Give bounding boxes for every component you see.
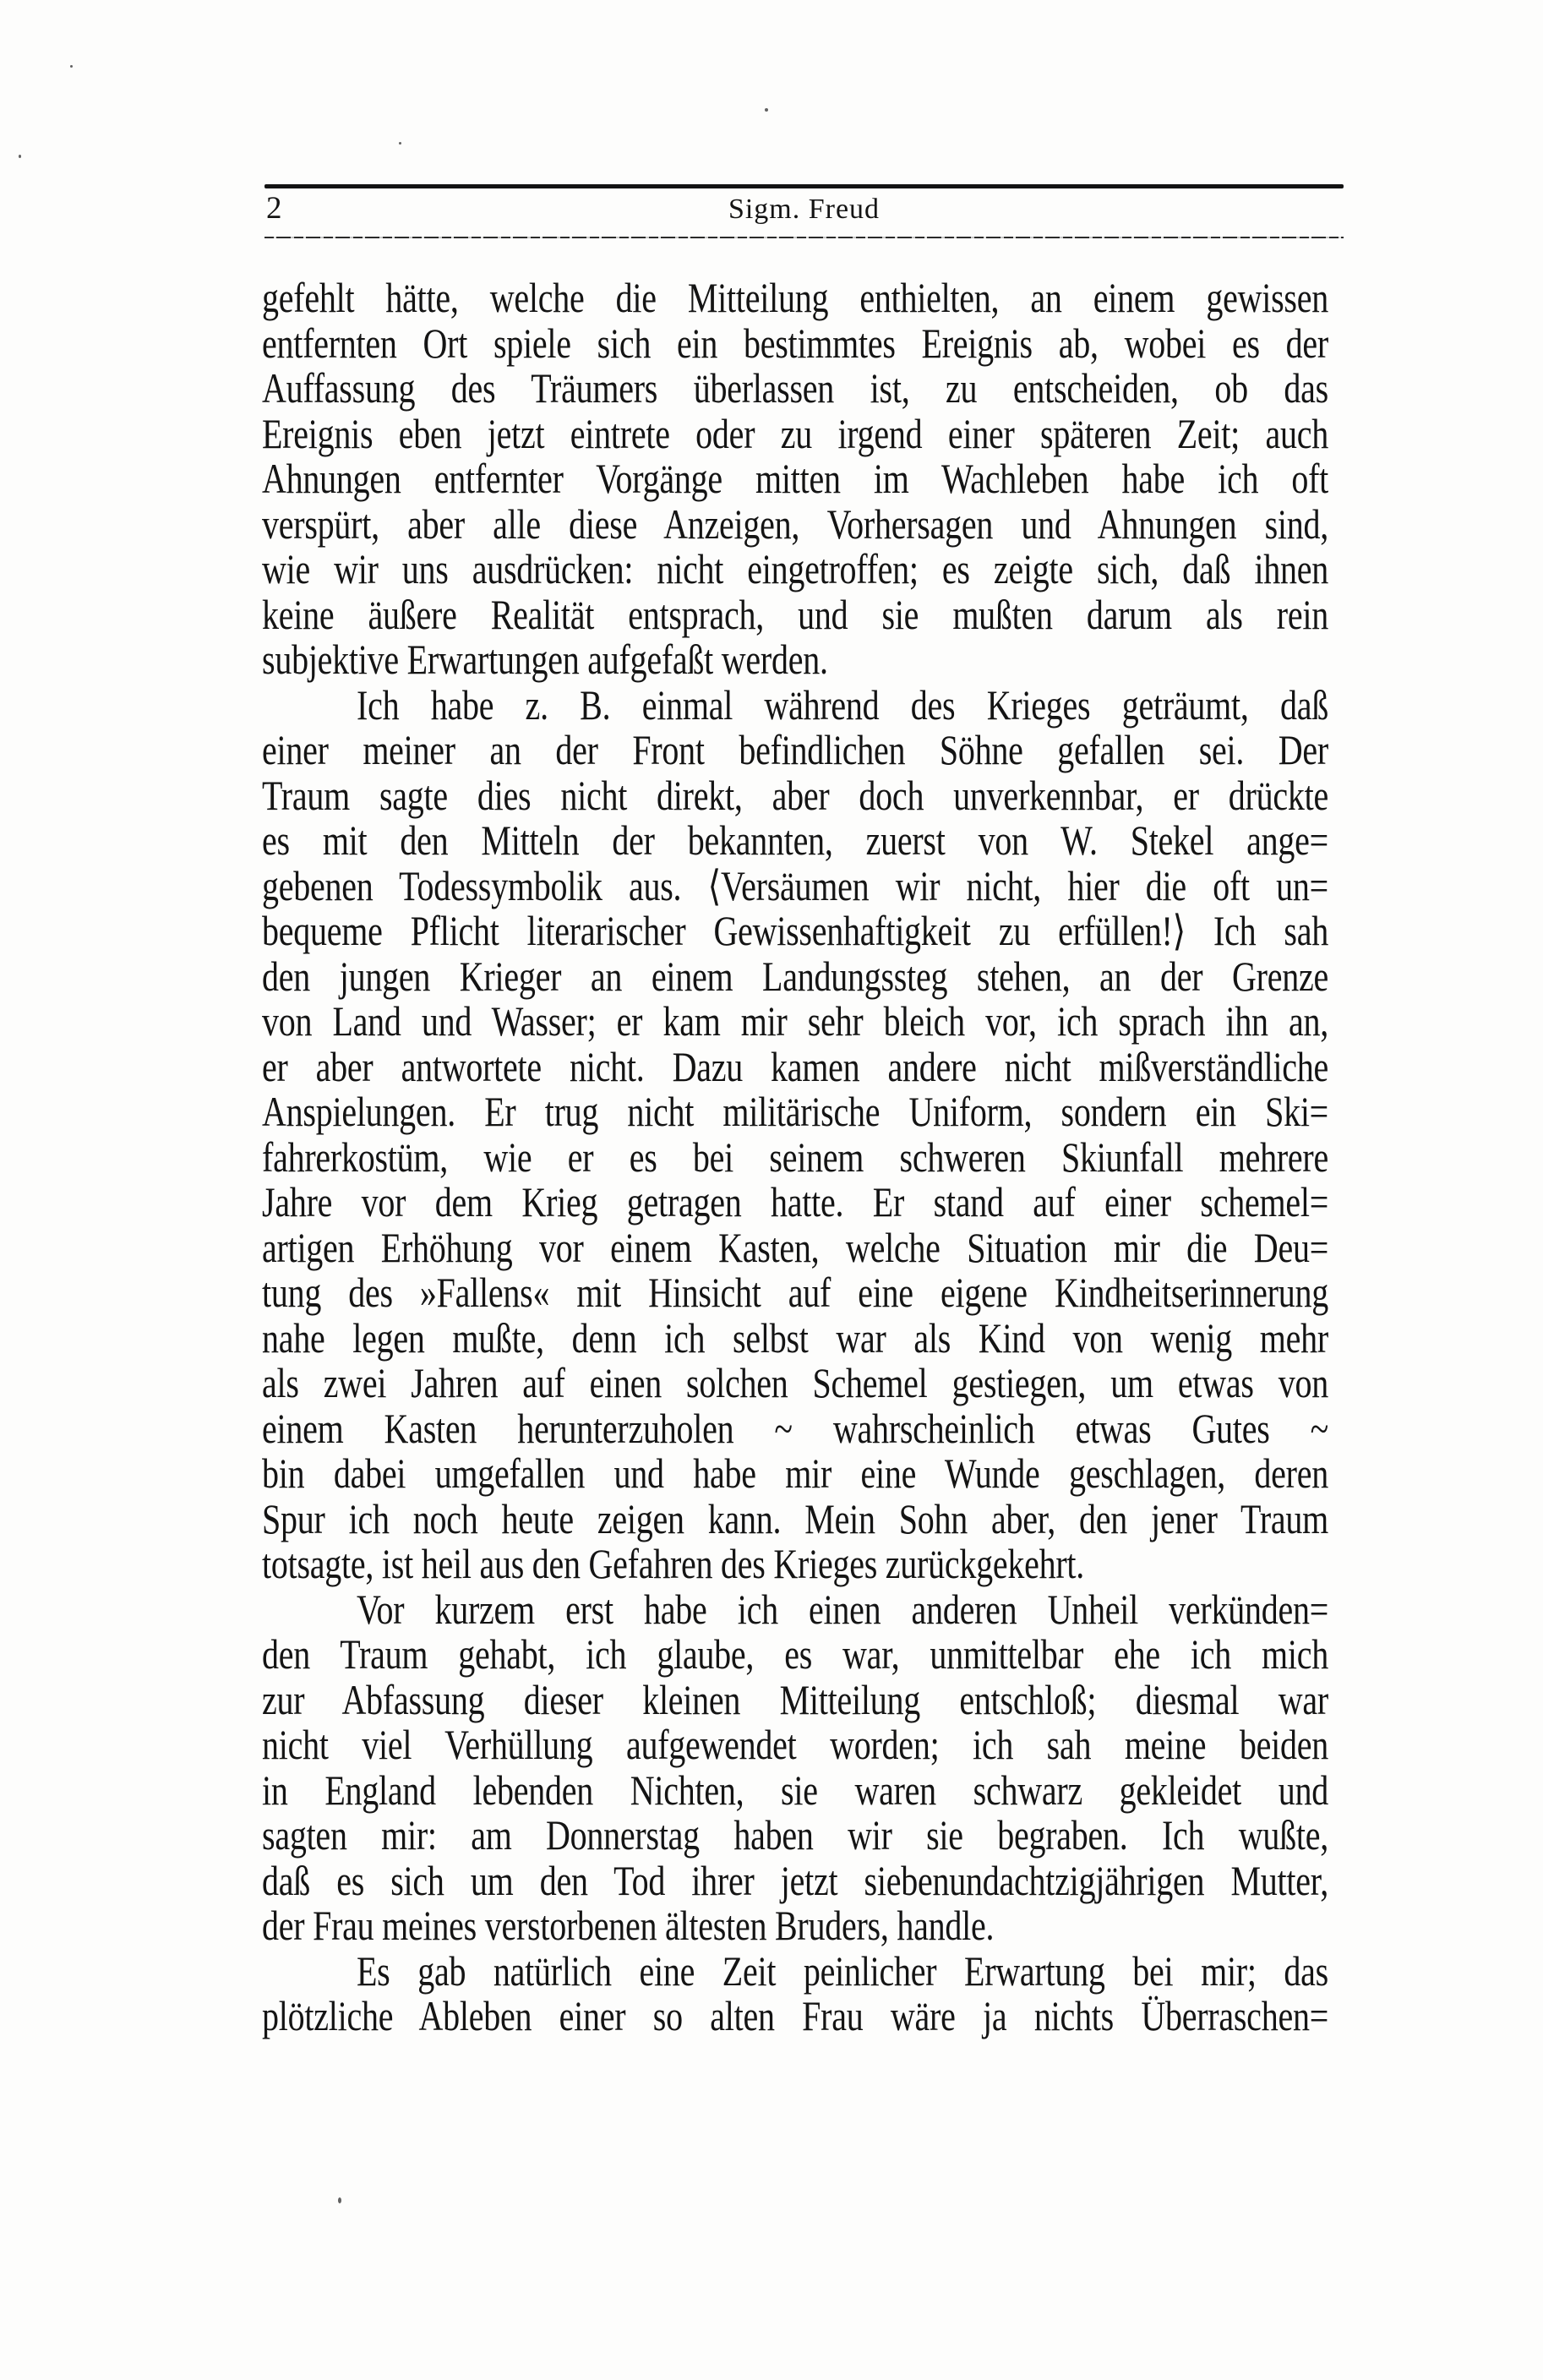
scan-speck <box>19 155 21 158</box>
paragraph <box>262 276 1328 683</box>
text-line: Ahnungen entfernter Vorgänge mitten im Wachleben habe ich oft <box>262 455 1328 503</box>
text-line: gebenen Todessymbolik aus. ⟨Versäumen wir nicht, hier die oft un= <box>262 862 1328 909</box>
header-rule-top <box>264 184 1344 188</box>
text-line: von Land und Wasser; er kam mir sehr bleich vor, ich sprach ihn an, <box>262 997 1328 1045</box>
text-line: der Frau meines verstorbenen ältesten Bruders, handle. <box>262 1902 995 1950</box>
text-line: gefehlt hätte, welche die Mitteilung enthielten, an einem gewissen <box>262 274 1328 322</box>
text-line: Jahre vor dem Krieg getragen hatte. Er stand auf einer schemel= <box>262 1178 1328 1226</box>
scan-speck <box>399 142 401 145</box>
text-line: Ich habe z. B. einmal während des Krieges geträumt, daß <box>357 681 1328 729</box>
text-line: einem Kasten herunterzuholen ~ wahrscheinlich etwas Gutes ~ <box>262 1405 1328 1452</box>
text-line: Traum sagte dies nicht direkt, aber doch unverkennbar, er drückte <box>262 772 1328 819</box>
scan-speck <box>765 108 768 112</box>
text-line: tung des »Fallens« mit Hinsicht auf eine eigene Kindheitserinnerung <box>262 1269 1328 1317</box>
text-line: artigen Erhöhung vor einem Kasten, welche Situation mir die Deu= <box>262 1224 1328 1271</box>
paragraph <box>262 1587 1328 1949</box>
text-line: in England lebenden Nichten, sie waren schwarz gekleidet und <box>262 1766 1328 1814</box>
text-line: zur Abfassung dieser kleinen Mitteilung entschloß; diesmal war <box>262 1676 1328 1723</box>
text-line: subjektive Erwartungen aufgefaßt werden. <box>262 636 828 684</box>
text-line: keine äußere Realität entsprach, und sie mußten darum als rein <box>262 591 1328 638</box>
text-line: Spur ich noch heute zeigen kann. Mein Sohn aber, den jener Traum <box>262 1495 1328 1542</box>
text-line: totsagte, ist heil aus den Gefahren des Krieges zurückgekehrt. <box>262 1540 1085 1588</box>
paragraph <box>262 683 1328 1587</box>
header-rule-bottom <box>264 237 1344 238</box>
text-line: einer meiner an der Front befindlichen Söhne gefallen sei. Der <box>262 726 1328 774</box>
page-header <box>264 191 1344 230</box>
text-line: Ereignis eben jetzt eintrete oder zu irgend einer späteren Zeit; auch <box>262 410 1328 457</box>
text-line: fahrerkostüm, wie er es bei seinem schweren Skiunfall mehrere <box>262 1133 1328 1181</box>
text-line: Auffassung des Träumers überlassen ist, zu entscheiden, ob das <box>262 364 1328 412</box>
scan-speck <box>70 65 73 68</box>
text-line: sagten mir: am Donnerstag haben wir sie begraben. Ich wußte, <box>262 1811 1328 1859</box>
text-line: Vor kurzem erst habe ich einen anderen Unheil verkünden= <box>357 1586 1328 1633</box>
page-number: 2 <box>266 191 282 226</box>
text-line: bin dabei umgefallen und habe mir eine Wunde geschlagen, deren <box>262 1449 1328 1498</box>
text-line: es mit den Mitteln der bekannten, zuerst von W. Stekel ange= <box>262 816 1328 865</box>
text-line: als zwei Jahren auf einen solchen Schemel gestiegen, um etwas von <box>262 1359 1328 1407</box>
running-title: Sigm. Freud <box>728 194 881 225</box>
body-text <box>262 276 1328 2039</box>
text-line: den jungen Krieger an einem Landungssteg stehen, an der Grenze <box>262 953 1328 1000</box>
text-line: Anspielungen. Er trug nicht militärische Uniform, sondern ein Ski= <box>262 1088 1328 1136</box>
text-line: nahe legen mußte, denn ich selbst war als Kind von wenig mehr <box>262 1314 1328 1362</box>
text-line: Es gab natürlich eine Zeit peinlicher Erwartung bei mir; das <box>357 1947 1328 1995</box>
text-line: er aber antwortete nicht. Dazu kamen andere nicht mißverständliche <box>262 1043 1328 1090</box>
text-line: plötzliche Ableben einer so alten Frau wäre ja nichts Überraschen= <box>262 1992 1328 2040</box>
text-line: den Traum gehabt, ich glaube, es war, unmittelbar ehe ich mich <box>262 1630 1328 1679</box>
text-line: wie wir uns ausdrücken: nicht eingetroffen; es zeigte sich, daß ihnen <box>262 545 1328 593</box>
text-line: bequeme Pflicht literarischer Gewissenhaftigkeit zu erfüllen!⟩ Ich sah <box>262 907 1328 955</box>
scan-speck <box>338 2197 341 2203</box>
text-line: verspürt, aber alle diese Anzeigen, Vorhersagen und Ahnungen sind, <box>262 500 1328 548</box>
text-line: nicht viel Verhüllung aufgewendet worden; ich sah meine beiden <box>262 1721 1328 1769</box>
text-line: entfernten Ort spiele sich ein bestimmtes Ereignis ab, wobei es der <box>262 319 1328 367</box>
paragraph <box>262 1949 1328 2039</box>
text-line: daß es sich um den Tod ihrer jetzt siebenundachtzigjährigen Mutter, <box>262 1857 1328 1904</box>
